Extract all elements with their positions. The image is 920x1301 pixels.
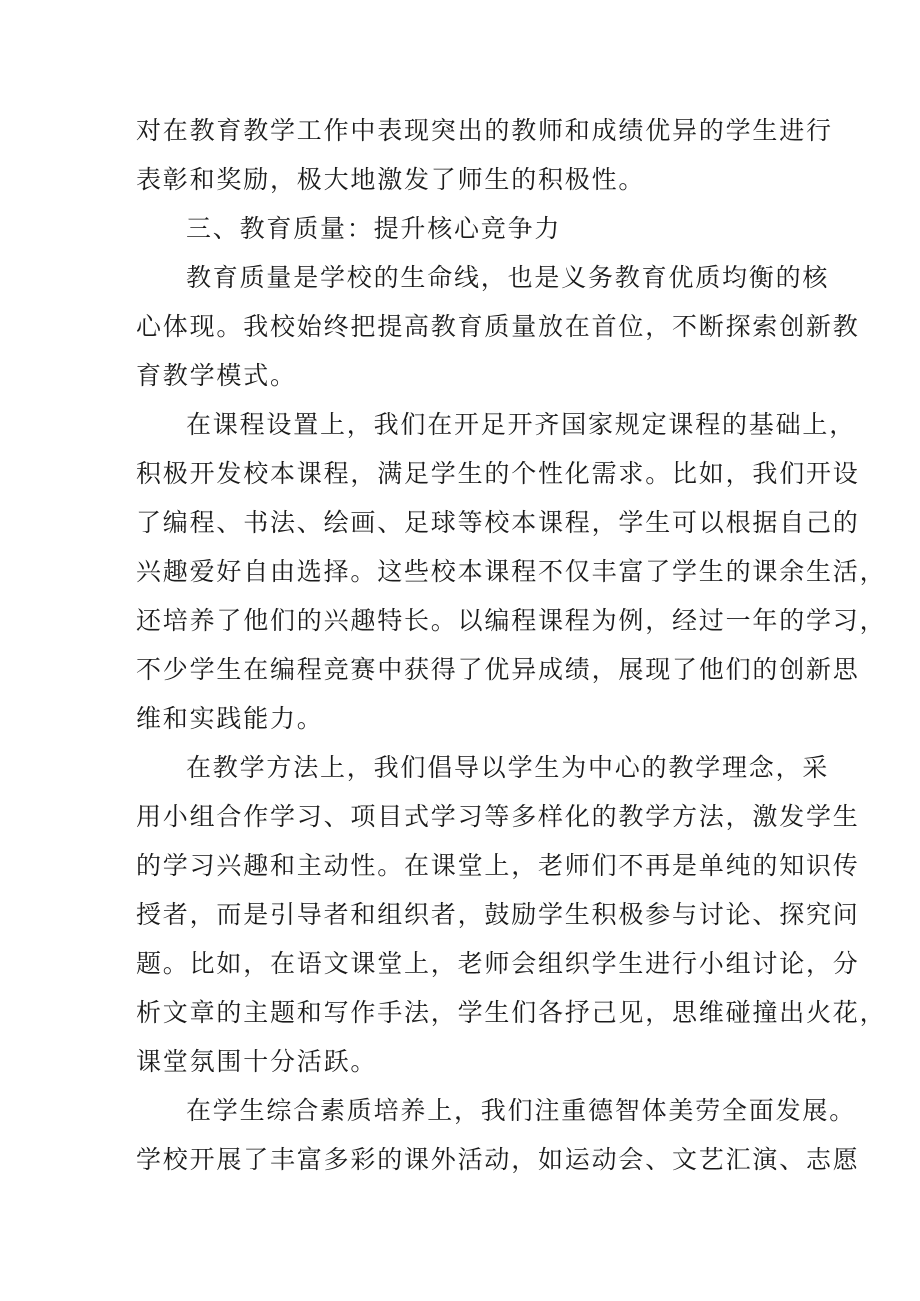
text-line: 兴趣爱好自由选择。这些校本课程不仅丰富了学生的课余生活， [136, 557, 887, 586]
text-line: 授者，而是引导者和组织者，鼓励学生积极参与讨论、探究问 [136, 900, 860, 929]
text-line: 题。比如，在语文课堂上，老师会组织学生进行小组讨论，分 [136, 949, 860, 978]
text-line: 对在教育教学工作中表现突出的教师和成绩优异的学生进行 [136, 116, 833, 145]
section-heading: 三、教育质量：提升核心竞争力 [186, 214, 562, 243]
text-line: 在课程设置上，我们在开足开齐国家规定课程的基础上， [186, 410, 857, 439]
text-line: 课堂氛围十分活跃。 [136, 1047, 378, 1076]
text-line: 教育质量是学校的生命线，也是义务教育优质均衡的核 [186, 263, 830, 292]
text-line: 学校开展了丰富多彩的课外活动，如运动会、文艺汇演、志愿 [136, 1145, 860, 1174]
text-line: 育教学模式。 [136, 361, 297, 390]
text-line: 积极开发校本课程，满足学生的个性化需求。比如，我们开设 [136, 459, 860, 488]
text-line: 不少学生在编程竞赛中获得了优异成绩，展现了他们的创新思 [136, 655, 860, 684]
text-line: 表彰和奖励，极大地激发了师生的积极性。 [136, 165, 646, 194]
text-line: 在教学方法上，我们倡导以学生为中心的教学理念，采 [186, 753, 830, 782]
text-line: 了编程、书法、绘画、足球等校本课程，学生可以根据自己的 [136, 508, 860, 537]
text-line: 心体现。我校始终把提高教育质量放在首位，不断探索创新教 [136, 312, 860, 341]
text-line: 析文章的主题和写作手法，学生们各抒己见，思维碰撞出火花， [136, 998, 887, 1027]
text-line: 维和实践能力。 [136, 704, 324, 733]
text-line: 用小组合作学习、项目式学习等多样化的教学方法，激发学生 [136, 802, 860, 831]
text-line: 在学生综合素质培养上，我们注重德智体美劳全面发展。 [186, 1096, 857, 1125]
text-line: 的学习兴趣和主动性。在课堂上，老师们不再是单纯的知识传 [136, 851, 860, 880]
text-line: 还培养了他们的兴趣特长。以编程课程为例，经过一年的学习， [136, 606, 887, 635]
